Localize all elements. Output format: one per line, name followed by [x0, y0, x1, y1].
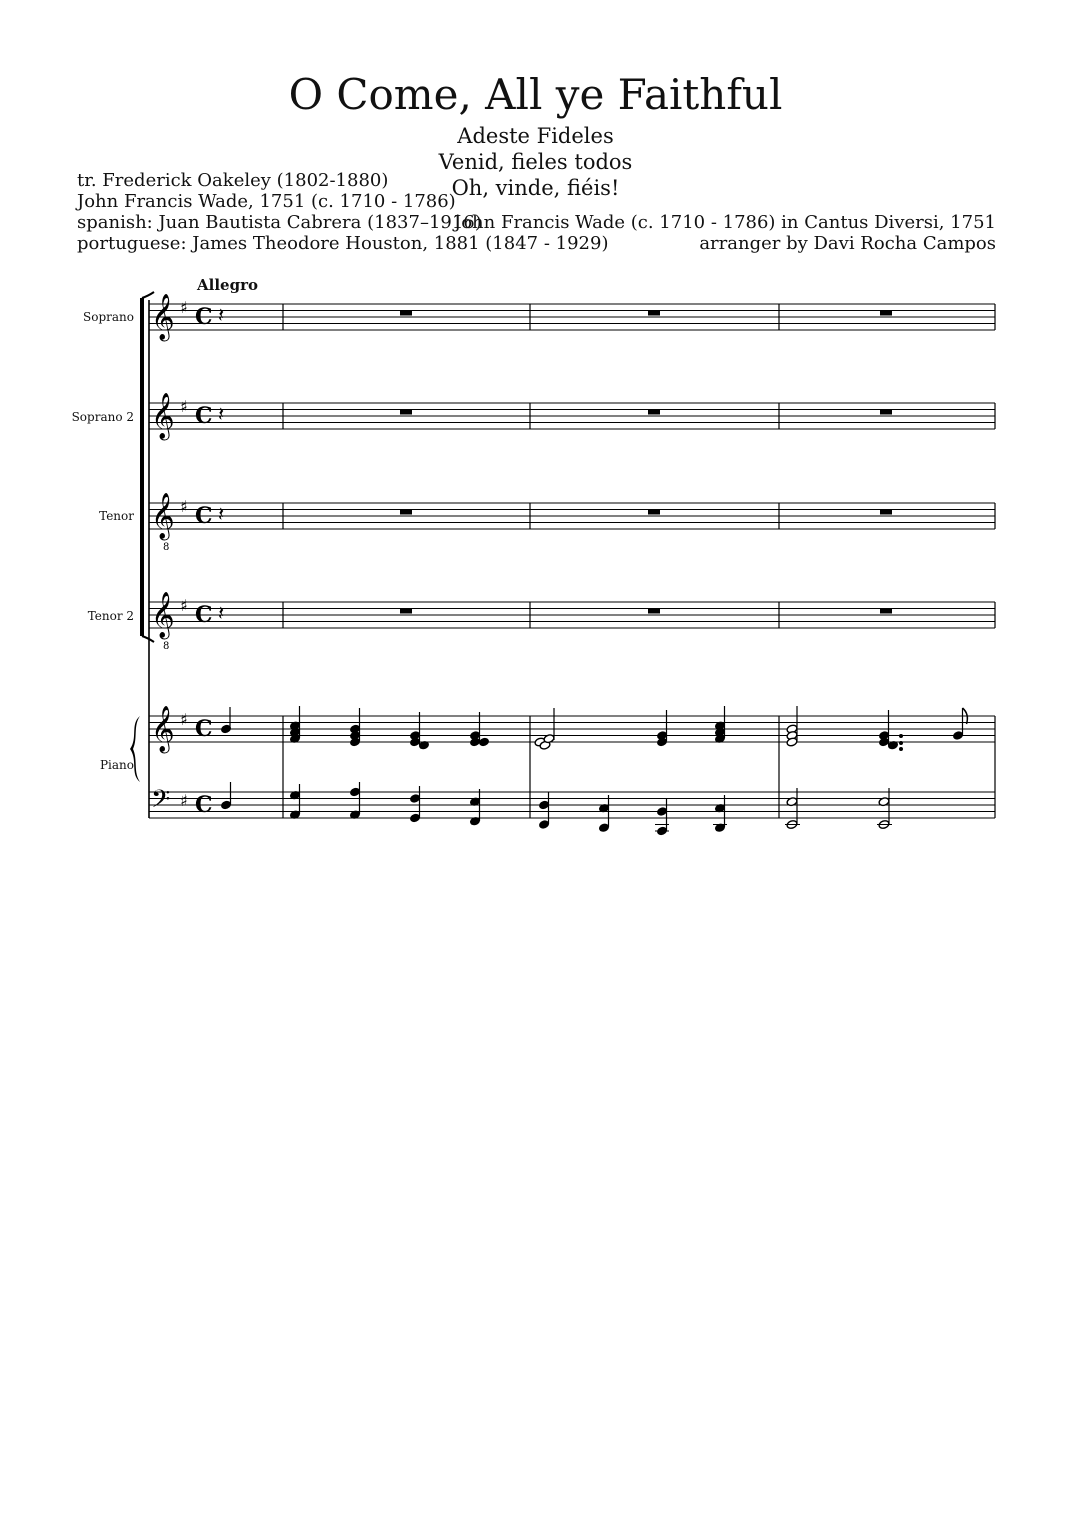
whole-rest-icon — [880, 311, 892, 316]
instrument-label-tenor-2: Tenor 2 — [87, 609, 134, 623]
sharp-icon: ♯ — [180, 596, 188, 615]
tempo-marking: Allegro — [197, 276, 258, 294]
instrument-label-soprano-2: Soprano 2 — [71, 410, 134, 424]
chord — [715, 706, 726, 743]
credit-arranger: arranger by Davi Rocha Campos — [699, 233, 996, 254]
subtitle-latin: Adeste Fideles — [457, 124, 614, 148]
chord — [785, 788, 800, 829]
common-time-icon: C — [195, 792, 213, 818]
staff-soprano-2 — [149, 403, 995, 429]
instrument-label-tenor: Tenor — [99, 509, 134, 523]
chord — [877, 788, 892, 829]
treble-clef-icon: 𝄞 — [151, 592, 175, 638]
credit-composer: John Francis Wade (c. 1710 - 1786) in Cantus Diversi, 1751 — [454, 212, 996, 233]
whole-rest-icon — [400, 609, 412, 614]
sharp-icon: ♯ — [180, 497, 188, 516]
credit-spanish: spanish: Juan Bautista Cabrera (1837–1916) — [77, 212, 482, 233]
sharp-icon: ♯ — [180, 298, 188, 317]
whole-rest-icon — [880, 510, 892, 515]
quarter-rest-icon: 𝄽 — [218, 402, 225, 426]
staff-piano-treble — [149, 716, 995, 742]
whole-rest-icon — [880, 410, 892, 415]
sharp-icon: ♯ — [180, 397, 188, 416]
whole-rest-icon — [648, 410, 660, 415]
chord — [350, 782, 361, 819]
instrument-label-piano: Piano — [99, 758, 134, 772]
chord — [539, 792, 550, 829]
staff-soprano — [149, 304, 995, 330]
chord — [713, 795, 727, 832]
quarter-rest-icon: 𝄽 — [218, 303, 225, 327]
whole-rest-icon — [400, 510, 412, 515]
whole-rest-icon — [648, 510, 660, 515]
chord — [290, 706, 301, 743]
whole-rest-icon — [648, 311, 660, 316]
score-title: O Come, All ye Faithful — [288, 70, 783, 119]
instrument-label-soprano: Soprano — [83, 310, 134, 324]
chord — [350, 708, 361, 747]
chord — [410, 712, 430, 750]
staff-piano-bass — [149, 792, 995, 818]
treble-clef-icon: 𝄞 — [151, 393, 175, 439]
sharp-icon: ♯ — [180, 791, 188, 810]
whole-rest-icon — [880, 609, 892, 614]
bass-clef-icon: 𝄢 — [151, 785, 171, 820]
quarter-rest-icon: 𝄽 — [218, 601, 225, 625]
chord — [786, 706, 798, 747]
treble-clef-icon: 𝄞 — [151, 493, 175, 539]
credit-translator: tr. Frederick Oakeley (1802-1880) — [77, 170, 389, 191]
note — [221, 782, 232, 810]
whole-rest-icon — [400, 410, 412, 415]
chord — [470, 789, 481, 826]
sharp-icon: ♯ — [180, 710, 188, 729]
subtitle-portuguese: Oh, vinde, fiéis! — [451, 176, 620, 200]
common-time-icon: C — [195, 403, 213, 429]
subtitle-spanish: Venid, fieles todos — [438, 150, 633, 174]
octave-mark: 8 — [163, 641, 170, 652]
credit-portuguese: portuguese: James Theodore Houston, 1881 (1847 - 1929) — [77, 233, 609, 254]
chord — [599, 795, 610, 832]
staff-tenor — [149, 503, 995, 529]
common-time-icon: C — [195, 602, 213, 628]
quarter-rest-icon: 𝄽 — [218, 502, 225, 526]
treble-clef-icon: 𝄞 — [151, 706, 175, 752]
octave-mark: 8 — [163, 542, 170, 553]
chord — [290, 784, 301, 819]
staff-tenor-2 — [149, 602, 995, 628]
common-time-icon: C — [195, 304, 213, 330]
whole-rest-icon — [648, 609, 660, 614]
common-time-icon: C — [195, 503, 213, 529]
treble-clef-icon: 𝄞 — [151, 294, 175, 340]
whole-rest-icon — [400, 311, 412, 316]
credit-lyricist: John Francis Wade, 1751 (c. 1710 - 1786) — [77, 191, 456, 212]
piano-brace — [130, 716, 140, 782]
common-time-icon: C — [195, 716, 213, 742]
